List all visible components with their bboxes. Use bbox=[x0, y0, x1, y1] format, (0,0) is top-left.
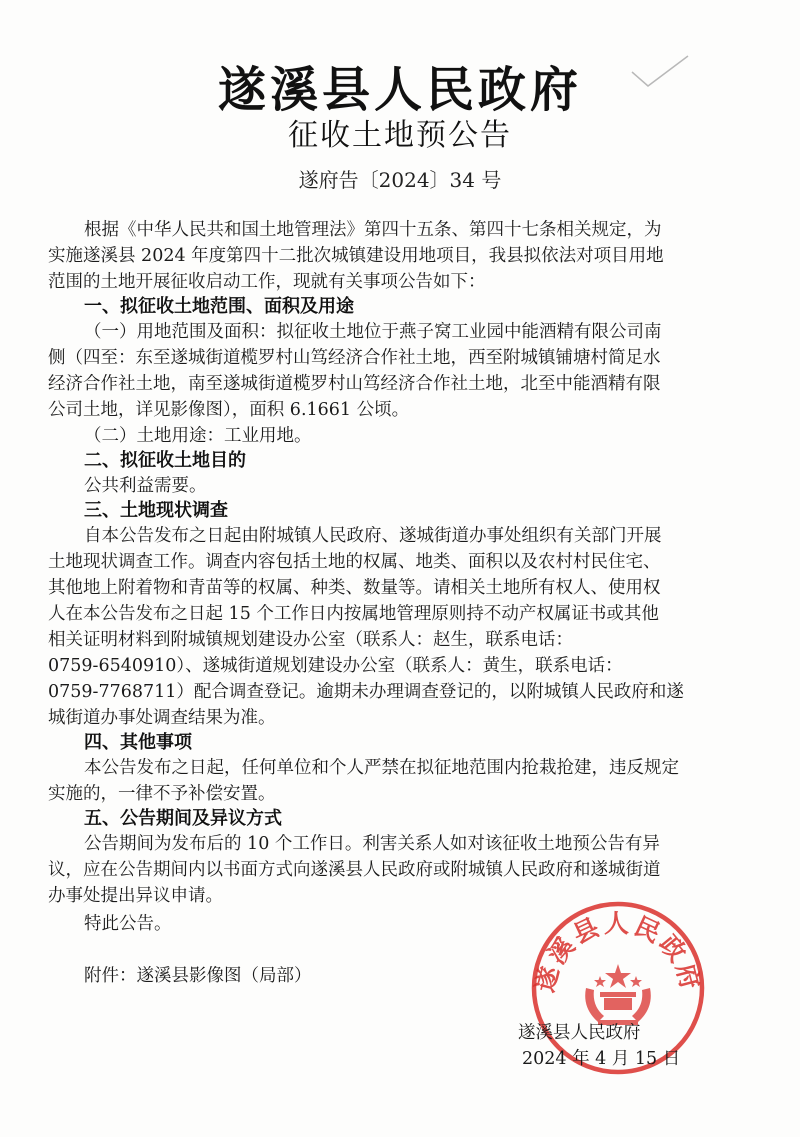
body-line: 城街道办事处调查结果为准。 bbox=[48, 708, 276, 728]
body-line: 0759-6540910）、遂城街道规划建设办公室（联系人：黄生，联系电话： bbox=[48, 656, 623, 676]
signature-date: 2024 年 4 月 15 日 bbox=[522, 1049, 681, 1069]
body-line: 人在本公告发布之日起 15 个工作日内按属地管理原则持不动产权属证书或其他 bbox=[48, 604, 659, 624]
intro-line: 实施遂溪县 2024 年度第四十二批次城镇建设用地项目，我县拟依法对项目用地 bbox=[48, 246, 664, 266]
body-line: 公告期间为发布后的 10 个工作日。利害关系人如对该征收土地预公告有异 bbox=[84, 834, 660, 854]
section-heading: 四、其他事项 bbox=[84, 732, 192, 753]
svg-text:遂溪县人民政府: 遂溪县人民政府 bbox=[530, 909, 706, 995]
body-line: 办事处提出异议申请。 bbox=[48, 886, 223, 906]
body-line: 经济合作社土地，南至遂城街道榄罗村山笃经济合作社土地，北至中能酒精有限 bbox=[48, 374, 661, 394]
body-line: 公共利益需要。 bbox=[84, 476, 207, 496]
body-line: 侧（四至：东至遂城街道榄罗村山笃经济合作社土地，西至附城镇铺塘村简足水 bbox=[48, 348, 661, 368]
body-line: 相关证明材料到附城镇规划建设办公室（联系人：赵生，联系电话： bbox=[48, 630, 573, 650]
section-heading: 二、拟征收土地目的 bbox=[84, 450, 246, 471]
section-heading: 三、土地现状调查 bbox=[84, 500, 228, 521]
document-subtitle: 征收土地预公告 bbox=[288, 118, 512, 153]
section-heading: 五、公告期间及异议方式 bbox=[84, 808, 282, 829]
body-line: 实施的，一律不予补偿安置。 bbox=[48, 784, 276, 804]
body-line: 议，应在公告期间内以书面方式向遂溪县人民政府或附城镇人民政府和遂城街道 bbox=[48, 860, 661, 880]
section-heading: 一、拟征收土地范围、面积及用途 bbox=[84, 296, 354, 317]
emblem-icon bbox=[585, 964, 651, 1025]
body-line: 土地现状调查工作。调查内容包括土地的权属、地类、面积以及农村村民住宅、 bbox=[48, 552, 661, 572]
body-line: 自本公告发布之日起由附城镇人民政府、遂城街道办事处组织有关部门开展 bbox=[84, 526, 662, 546]
body-line: 其他地上附着物和青苗等的权属、种类、数量等。请相关土地所有权人、使用权 bbox=[48, 578, 661, 598]
body-line: 本公告发布之日起，任何单位和个人严禁在拟征地范围内抢栽抢建，违反规定 bbox=[84, 758, 679, 778]
intro-line: 范围的土地开展征收启动工作，现就有关事项公告如下： bbox=[48, 272, 486, 292]
document-number: 遂府告〔2024〕34 号 bbox=[298, 168, 502, 192]
body-line: （一）用地范围及面积：拟征收土地位于燕子窝工业园中能酒精有限公司南 bbox=[84, 322, 662, 342]
body-line: 0759-7768711）配合调查登记。逾期未办理调查登记的，以附城镇人民政府和遂 bbox=[48, 682, 684, 702]
intro-line: 根据《中华人民共和国土地管理法》第四十五条、第四十七条相关规定，为 bbox=[84, 220, 662, 240]
closing-text: 特此公告。 bbox=[84, 914, 172, 934]
body-line: 公司土地，详见影像图），面积 6.1661 公顷。 bbox=[48, 400, 410, 420]
body-line: （二）土地用途：工业用地。 bbox=[84, 426, 312, 446]
document-title: 遂溪县人民政府 bbox=[217, 62, 582, 118]
attachment-note: 附件：遂溪县影像图（局部） bbox=[84, 966, 312, 986]
signature-org: 遂溪县人民政府 bbox=[518, 1023, 641, 1043]
